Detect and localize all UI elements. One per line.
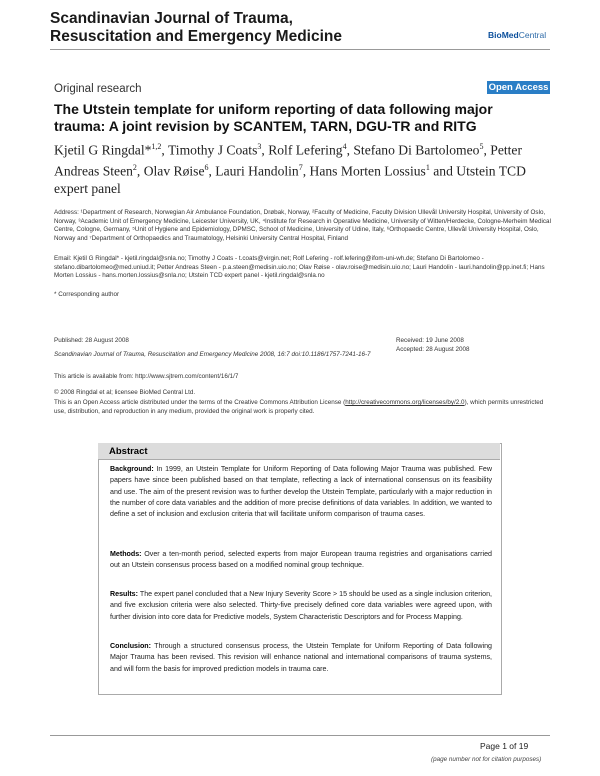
abstract-methods — [110, 549, 492, 572]
author-affiliation: 2 — [132, 163, 137, 173]
logo-central: Central — [518, 30, 547, 40]
license-prefix: This is an Open Access article distributed under the terms of the Creative Commons Attribution License ( — [54, 399, 346, 406]
article-title-line1: The Utstein template for uniform reporting of data following major — [54, 101, 493, 117]
results-text: The expert panel concluded that a New Injury Severity Score > 15 should be used as a single inclusion criterion, and five exclusion criteria were also selected. Thirty-five precisely defined core data variables were agreed upon, with further division into core data for Predictive models, System Characteristic Descriptors and for Process Mapping. — [110, 590, 492, 621]
dates — [396, 337, 556, 354]
author: Timothy J Coats — [167, 142, 258, 158]
abstract-background — [110, 464, 492, 520]
license-suffix: ), which permits unrestricted use, distribution, and reproduction in any medium, provided the original work is properly cited. — [54, 399, 544, 415]
page-number-note: (page number not for citation purposes) — [431, 756, 542, 763]
author: Rolf Lefering — [268, 142, 343, 158]
author: Kjetil G Ringdal* — [54, 142, 152, 158]
author-affiliation: 1 — [425, 163, 430, 173]
conclusion-text: Through a structured consensus process, the Utstein Template for Uniform Reporting of Data following Major Trauma has been revised. This revision will enhance national and international comparisons of trauma systems, and will form the basis for improved prediction models in trauma care. — [110, 642, 492, 673]
author: Utstein TCD expert panel — [54, 163, 526, 197]
article-url[interactable]: This article is available from: http://www.sjtrem.com/content/16/1/7 — [54, 373, 239, 380]
background-text: In 1999, an Utstein Template for Uniform Reporting of Data following Major Trauma was published. Few papers have since been published based on that template, reflecting a lack of international consensus on its feasibility and use. The aim of the present revision was to further develop the Utstein Template, particularly with a major reduction in the number of core data variables and the addition of more precise definitions of data variables. In addition, we wanted to define a set of inclusion and exclusion criteria that will facilitate uniform comparison of trauma cases. — [110, 465, 492, 519]
journal-title — [50, 10, 470, 46]
author-affiliation: 3 — [257, 142, 262, 151]
header-rule — [50, 49, 550, 50]
author-affiliation: 7 — [298, 163, 303, 173]
author-list: Kjetil G Ringdal*$^{1,2}$, Timothy J Coats$^3$, Rolf Lefering$^4$, Stefano Di Bartolomeo$^5$, Petter Andreas Steen$^2$, Olav Røise$^6$, Lauri Handolin$^7$, Hans Morten Lossius$^1$ and Utstein TCD expert panel — [54, 142, 526, 197]
article-type: Original research — [54, 83, 142, 95]
author-affiliation: 1,2 — [151, 142, 162, 151]
open-access-badge: Open Access — [488, 82, 549, 93]
license-text — [54, 399, 554, 416]
results-label: Results: — [110, 590, 138, 598]
author-emails: Email: Kjetil G Ringdal* - kjetil.ringdal@snla.no; Timothy J Coats - t.coats@virgin.net; Rolf Lefering - rolf.lefering@ifom-uni-wh.de; Stefano Di Bartolomeo - stefano.dibartolomeo@med.uniud.it; Petter Andreas Steen - p.a.steen@medisin.uio.no; Olav Røise - olav.roise@medisin.uio.no; Lauri Handolin - lauri.handolin@pp.inet.fi; Hans Morten Lossius - hans.morten.lossius@snla.no; Utstein TCD expert panel - kjetil.ringdal@snla.no — [54, 255, 545, 279]
journal-title-line1: Scandinavian Journal of Trauma, — [50, 10, 293, 27]
page-number: Page 1 of 19 — [480, 741, 529, 751]
published-date: Published: 28 August 2008 — [54, 337, 129, 344]
received-date: Received: 19 June 2008 — [396, 337, 464, 344]
author: Lauri Handolin — [215, 163, 299, 179]
methods-text: Over a ten-month period, selected experts from major European trauma registries and organisations carried out an Utstein consensus process based on a modified nominal group technique. — [110, 550, 492, 570]
abstract-header — [98, 443, 500, 460]
abstract-heading: Abstract — [109, 446, 148, 457]
abstract-results — [110, 589, 492, 623]
author-affiliation: 6 — [204, 163, 209, 173]
conclusion-label: Conclusion: — [110, 642, 151, 650]
citation: Scandinavian Journal of Trauma, Resuscitation and Emergency Medicine 2008, 16:7 doi:10.1186/1757-7241-16-7 — [54, 351, 371, 358]
author-affiliation: 5 — [479, 142, 484, 151]
background-label: Background: — [110, 465, 154, 473]
methods-label: Methods: — [110, 550, 142, 558]
footer-rule — [50, 735, 550, 736]
author: Petter Andreas Steen — [54, 142, 522, 179]
article-title — [54, 101, 554, 135]
accepted-date: Accepted: 28 August 2008 — [396, 345, 470, 353]
logo-biomed: BioMed — [488, 30, 519, 40]
affiliations: Address: ¹Department of Research, Norwegian Air Ambulance Foundation, Drøbak, Norway, ²Faculty of Medicine, Faculty Division Ullevål University Hospital, University of Oslo, Norway, ³Academic Unit of Emergency Medicine, Leicester University, UK, ⁴Institute for Research in Operative Medicine, University of Witten/Herdecke, Cologne-Merheim Medical Centre, Cologne, Germany, ⁵Unit of Hygiene and Epidemiology, DPMSC, School of Medicine, University of Udine, Italy, ⁶Orthopaedic Centre, Ullevål University Hospital, Oslo, Norway and ⁷Department of Orthopaedics and Traumatology, Helsinki University Central Hospital, Finland — [54, 209, 551, 242]
author-affiliation: 4 — [342, 142, 347, 151]
author: Stefano Di Bartolomeo — [353, 142, 480, 158]
journal-title-line2: Resuscitation and Emergency Medicine — [50, 28, 343, 45]
publisher-logo — [488, 30, 546, 40]
corresponding-author-note: * Corresponding author — [54, 291, 120, 298]
abstract-conclusion — [110, 641, 492, 675]
article-title-line2: trauma: A joint revision by SCANTEM, TARN, DGU-TR and RITG — [54, 118, 477, 134]
copyright: © 2008 Ringdal et al; licensee BioMed Central Ltd. — [54, 389, 196, 396]
author: Olav Røise — [143, 163, 205, 179]
author: Hans Morten Lossius — [309, 163, 426, 179]
license-link[interactable]: http://creativecommons.org/licenses/by/2.0 — [345, 399, 465, 406]
